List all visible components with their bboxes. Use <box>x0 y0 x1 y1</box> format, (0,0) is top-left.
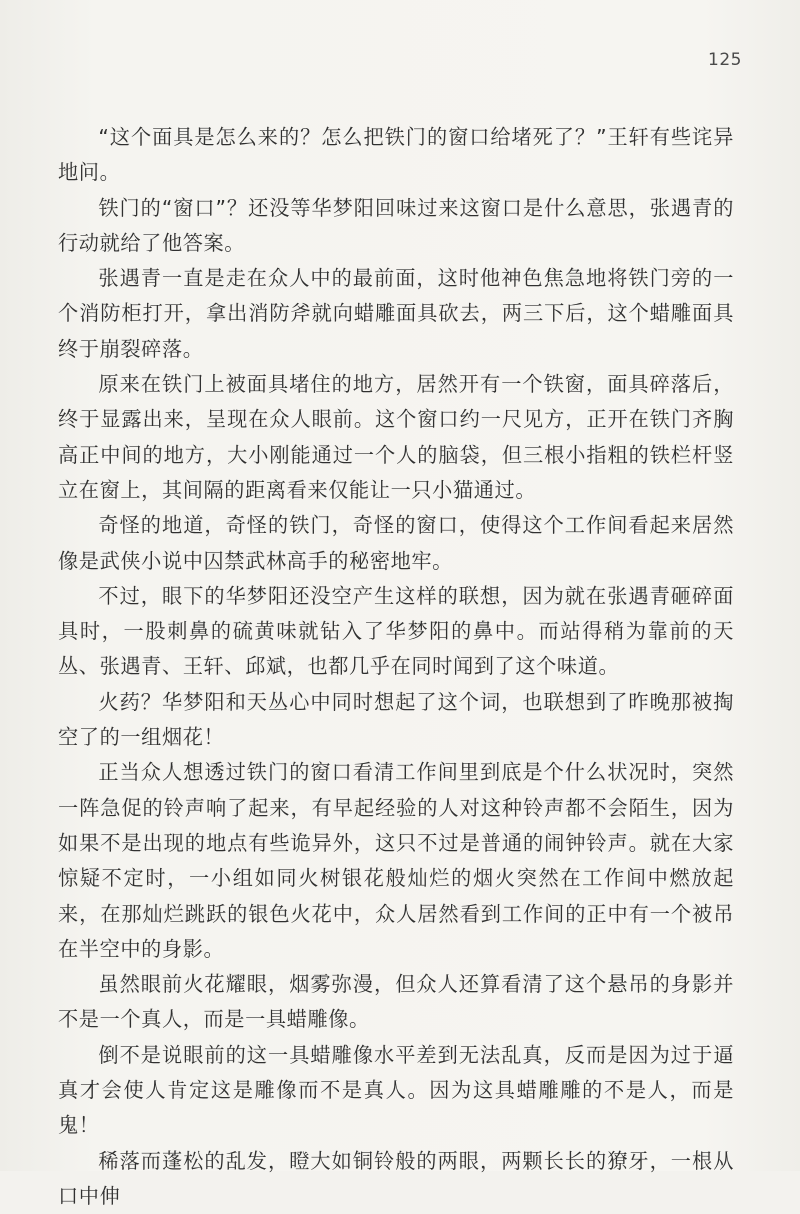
paragraph: 倒不是说眼前的这一具蜡雕像水平差到无法乱真，反而是因为过于逼真才会使人肯定这是雕像而不是真人。因为这具蜡雕雕的不是人，而是鬼！ <box>58 1042 734 1138</box>
paragraph: 稀落而蓬松的乱发，瞪大如铜铃般的两眼，两颗长长的獠牙，一根从口中伸 <box>58 1148 734 1208</box>
page-number: 125 <box>708 50 742 70</box>
paragraph: 奇怪的地道，奇怪的铁门，奇怪的窗口，使得这个工作间看起来居然像是武侠小说中囚禁武林高手的秘密地牢。 <box>58 513 734 573</box>
paragraph: 虽然眼前火花耀眼，烟雾弥漫，但众人还算看清了这个悬吊的身影并不是一个真人，而是一具蜡雕像。 <box>58 972 734 1032</box>
paragraph: 不过，眼下的华梦阳还没空产生这样的联想，因为就在张遇青砸碎面具时，一股刺鼻的硫黄味就钻入了华梦阳的鼻中。而站得稍为靠前的天丛、张遇青、王轩、邱斌，也都几乎在同时闻到了这个味道。 <box>58 583 734 679</box>
paragraph: 铁门的“窗口”？还没等华梦阳回味过来这窗口是什么意思，张遇青的行动就给了他答案。 <box>58 195 734 255</box>
paragraph: 张遇青一直是走在众人中的最前面，这时他神色焦急地将铁门旁的一个消防柜打开，拿出消防斧就向蜡雕面具砍去，两三下后，这个蜡雕面具终于崩裂碎落。 <box>58 266 734 361</box>
paragraph: 火药？华梦阳和天丛心中同时想起了这个词，也联想到了昨晚那被掏空了的一组烟花！ <box>58 689 734 750</box>
body-text <box>58 120 734 1214</box>
paragraph: 原来在铁门上被面具堵住的地方，居然开有一个铁窗，面具碎落后，终于显露出来，呈现在众人眼前。这个窗口约一尺见方，正开在铁门齐胸高正中间的地方，大小刚能通过一个人的脑袋，但三根小指粗的铁栏杆竖立在窗上，其间隔的距离看来仅能让一只小猫通过。 <box>58 372 734 502</box>
paragraph: “这个面具是怎么来的？怎么把铁门的窗口给堵死了？”王轩有些诧异地问。 <box>58 125 734 185</box>
paragraph: 正当众人想透过铁门的窗口看清工作间里到底是个什么状况时，突然一阵急促的铃声响了起来，有早起经验的人对这种铃声都不会陌生，因为如果不是出现的地点有些诡异外，这只不过是普通的闹钟铃声。就在大家惊疑不定时，一小组如同火树银花般灿烂的烟火突然在工作间中燃放起来，在那灿烂跳跃的银色火花中，众人居然看到工作间的正中有一个被吊在半空中的身影。 <box>58 760 734 961</box>
